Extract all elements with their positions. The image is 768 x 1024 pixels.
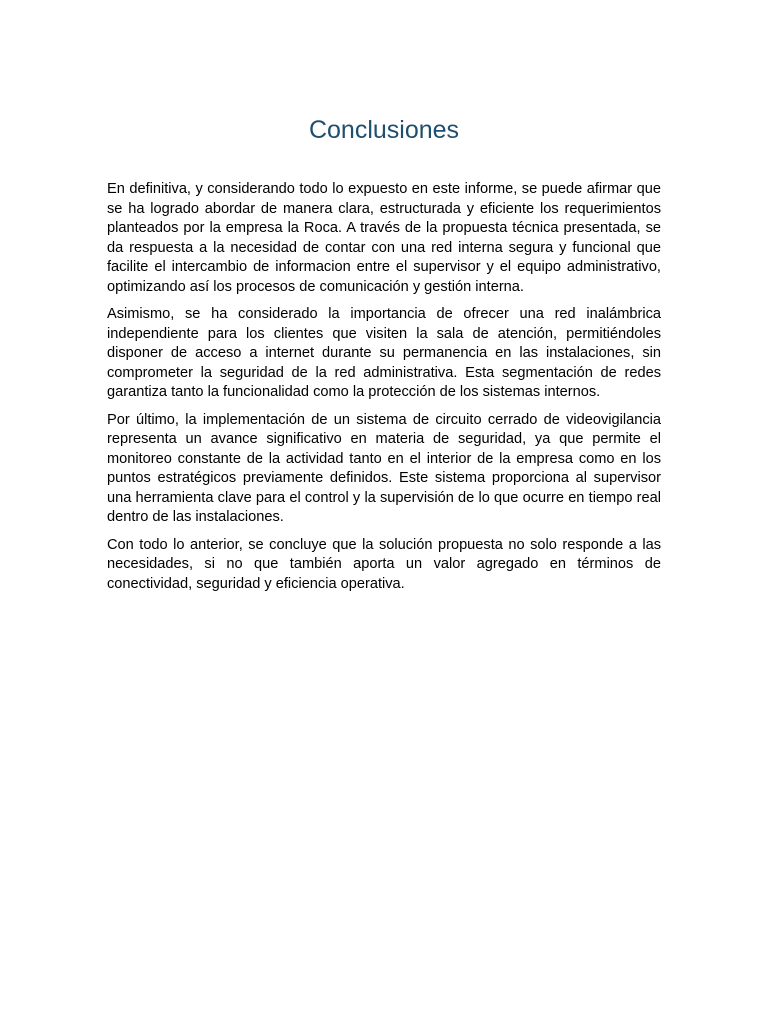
page-title: Conclusiones: [308, 116, 460, 144]
paragraph-2: Asimismo, se ha considerado la importancia de ofrecer una red inalámbrica independiente para los clientes que visiten la sala de atención, permitiéndoles disponer de acceso a internet durante su permanencia en las instalaciones, sin comprometer la seguridad de la red administrativa. Esta segmentación de redes garantiza tanto la funcionalidad como la protección de los sistemas internos.: [107, 306, 661, 400]
paragraph-4: Con todo lo anterior, se concluye que la solución propuesta no solo responde a las necesidades, si no que también aporta un valor agregado en términos de conectividad, seguridad y eficiencia operativa.: [107, 536, 661, 592]
paragraph-3: Por último, la implementación de un sistema de circuito cerrado de videovigilancia representa un avance significativo en materia de seguridad, ya que permite el monitoreo constante de la actividad tanto en el interior de la empresa como en los puntos estratégicos previamente definidos. Este sistema proporciona al supervisor una herramienta clave para el control y la supervisión de lo que ocurre en tiempo real dentro de las instalaciones.: [107, 411, 661, 525]
paragraph-1: En definitiva, y considerando todo lo expuesto en este informe, se puede afirmar que se ha logrado abordar de manera clara, estructurada y eficiente los requerimientos planteados por la empresa la Roca. A través de la propuesta técnica presentada, se da respuesta a la necesidad de contar con una red interna segura y funcional que facilite el intercambio de informacion entre el supervisor y el equipo administrativo, optimizando así los procesos de comunicación y gestión interna.: [107, 181, 661, 295]
document-body: [107, 180, 661, 602]
